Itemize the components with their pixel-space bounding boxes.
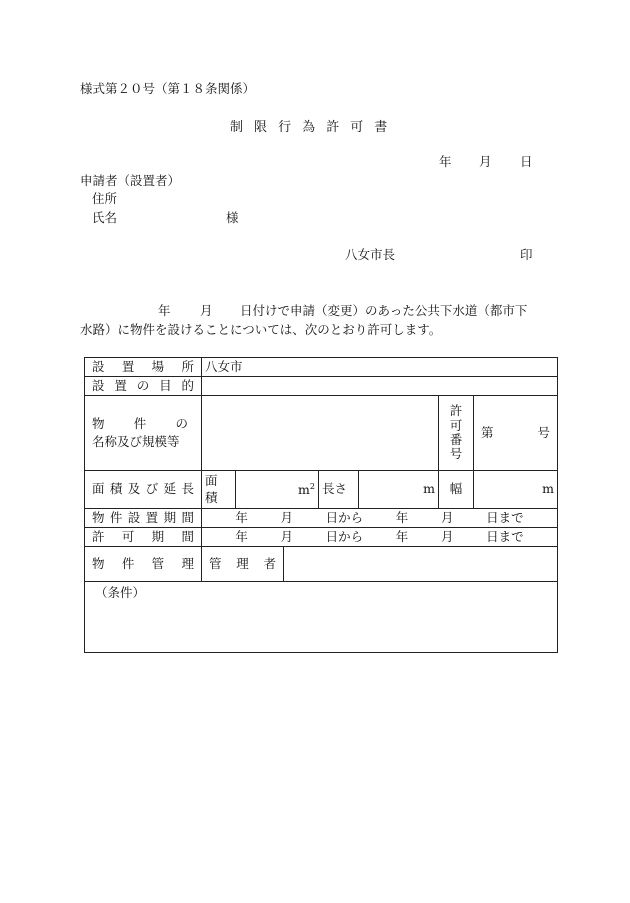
area-label: 面 積	[202, 471, 236, 509]
seal-mark: 印	[520, 247, 533, 262]
install-period-value[interactable]: 年 月 日から 年 月 日まで	[202, 509, 558, 528]
object-label-line2: 名称及び規模等	[92, 434, 180, 449]
date-year: 年	[439, 154, 452, 169]
area-length-label: 面 積 及 び 延 長	[92, 481, 194, 497]
permit-period-value[interactable]: 年 月 日から 年 月 日まで	[202, 528, 558, 547]
row-install-period	[85, 509, 558, 528]
address-label: 住所	[92, 191, 118, 206]
permit-number-prefix: 第	[481, 424, 494, 440]
row-management	[85, 547, 558, 582]
length-value[interactable]	[359, 471, 439, 509]
permit-number-label: 許 可 番 号	[439, 396, 474, 471]
permit-number-suffix: 号	[537, 424, 550, 440]
manager-label: 管 理 者	[209, 555, 276, 571]
manager-value[interactable]	[284, 547, 558, 582]
location-value[interactable]: 八女市	[202, 358, 558, 377]
body-line2: 水路）に物件を設けることについては、次のとおり許可します。	[80, 322, 442, 337]
object-label-cell	[85, 396, 202, 471]
row-purpose	[85, 377, 558, 396]
row-permit-period	[85, 528, 558, 547]
permit-number-value[interactable]	[474, 396, 558, 471]
body-line1-rest: 日付けで申請（変更）のあった公共下水道（都市下	[240, 303, 528, 318]
row-conditions	[85, 582, 558, 653]
management-label-cell	[85, 547, 202, 582]
permit-table	[84, 357, 558, 653]
row-area-length	[85, 471, 558, 509]
object-label-line1: 物 件 の	[92, 415, 188, 431]
location-label: 設 置 場 所	[92, 358, 194, 374]
name-label: 氏名	[92, 210, 118, 225]
area-value[interactable]	[236, 471, 319, 509]
conditions-cell[interactable]	[85, 582, 558, 653]
location-label-cell	[85, 358, 202, 377]
object-value[interactable]	[202, 396, 439, 471]
row-object	[85, 396, 558, 471]
purpose-label-cell	[85, 377, 202, 396]
install-period-label: 物 件 設 置 期 間	[92, 509, 194, 525]
body-year: 年	[158, 303, 171, 318]
purpose-label: 設 置 の 目 的	[92, 377, 194, 393]
applicant-heading: 申請者（設置者）	[80, 173, 181, 188]
length-label: 長さ	[319, 471, 359, 509]
area-length-label-cell	[85, 471, 202, 509]
honorific: 様	[226, 210, 239, 225]
area-unit: $m^2$	[298, 481, 315, 497]
issuer-name: 八女市長	[345, 247, 396, 262]
row-location	[85, 358, 558, 377]
management-label: 物 件 管 理	[92, 555, 194, 571]
length-unit: m	[423, 481, 435, 497]
date-day: 日	[520, 154, 533, 169]
conditions-label: （条件）	[95, 585, 146, 600]
width-label: 幅	[439, 471, 474, 509]
document-title: 制限行為許可書	[230, 120, 399, 135]
width-unit: m	[542, 481, 554, 497]
date-month: 月	[479, 154, 492, 169]
permit-period-label: 許 可 期 間	[92, 528, 194, 544]
manager-label-cell	[202, 547, 284, 582]
install-period-label-cell	[85, 509, 202, 528]
purpose-value[interactable]	[202, 377, 558, 396]
permit-period-label-cell	[85, 528, 202, 547]
body-month: 月	[200, 303, 213, 318]
width-value[interactable]	[474, 471, 558, 509]
form-number: 様式第２０号（第１８条関係）	[80, 81, 256, 96]
